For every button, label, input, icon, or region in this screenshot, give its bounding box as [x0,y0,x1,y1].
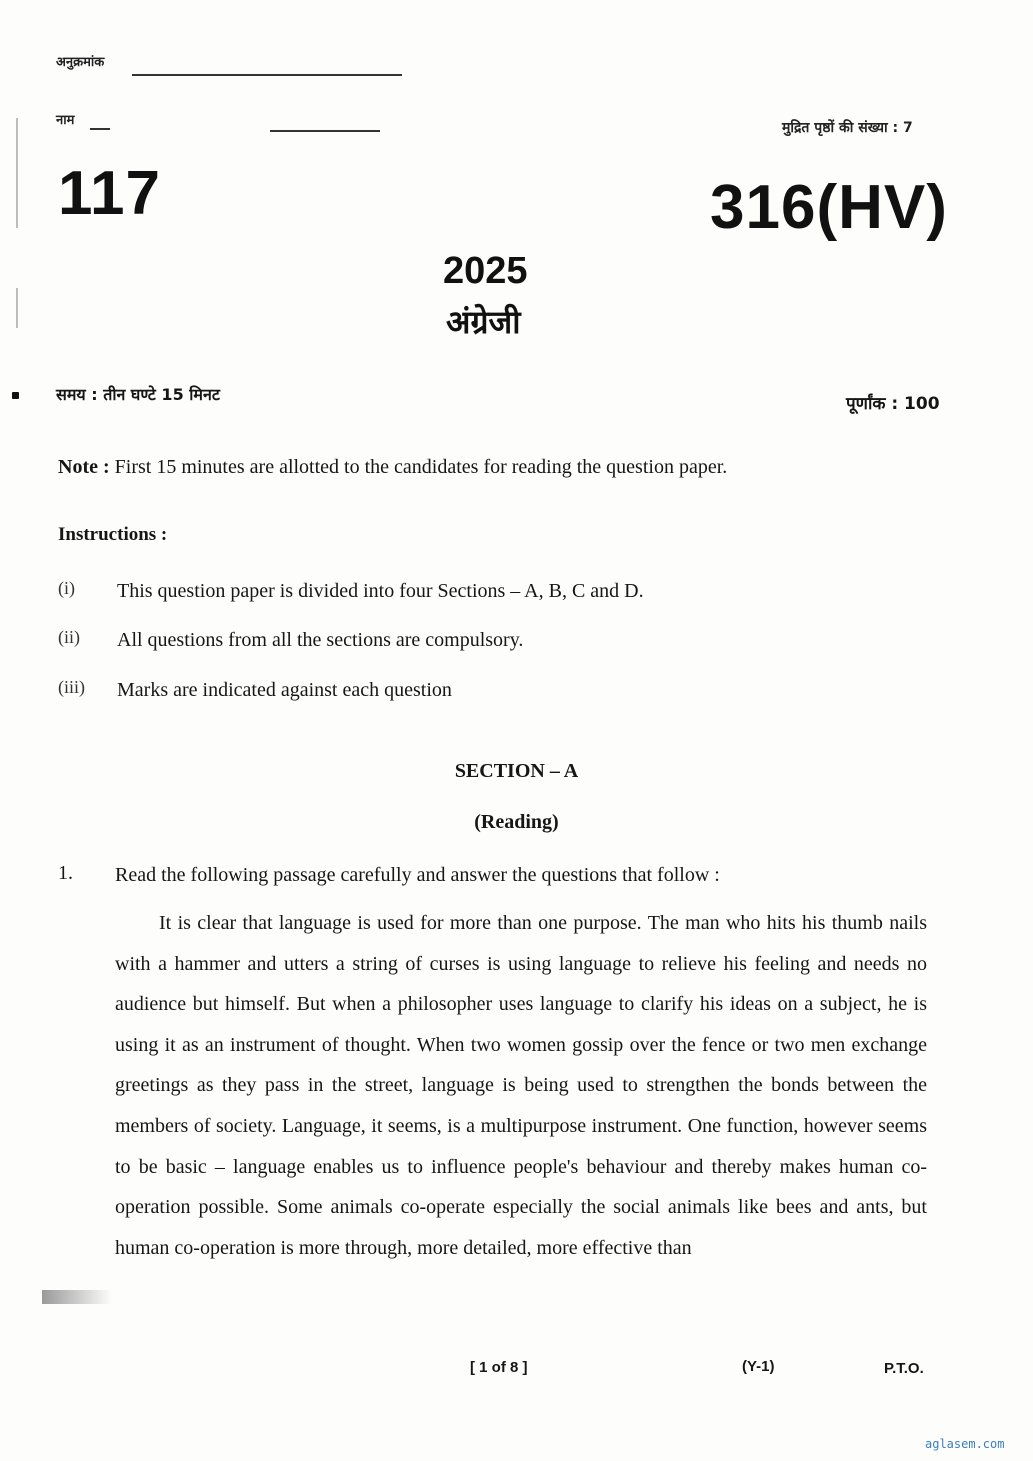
time-allowed: समय : तीन घण्टे 15 मिनट [56,385,220,404]
instruction-text: All questions from all the sections are compulsory. [117,629,524,651]
paper-code: 316(HV) [710,173,948,242]
scan-margin-mark [16,288,18,328]
instruction-text: Marks are indicated against each question [117,679,452,701]
page-indicator: [ 1 of 8 ] [470,1359,528,1376]
question-prompt: Read the following passage carefully and answer the questions that follow : [115,864,720,886]
printed-pages-count: मुद्रित पृष्ठों की संख्या : 7 [782,120,913,136]
instruction-number: (i) [58,578,75,598]
reading-passage [115,903,927,1268]
name-line-2 [270,130,380,132]
instruction-number: (ii) [58,627,80,647]
exam-year: 2025 [443,250,528,292]
paper-number: 117 [58,159,162,228]
max-marks: पूर्णांक : 100 [846,394,940,414]
instruction-number: (iii) [58,677,85,697]
question-number: 1. [58,862,73,884]
please-turn-over: P.T.O. [884,1360,924,1377]
scan-dot [12,392,19,399]
instructions-title: Instructions : [58,524,168,545]
note-label: Note : [58,456,110,478]
passage-text: It is clear that language is used for more than one purpose. The man who hits his thumb nails with a hammer and utters a string of curses is using language to relieve his feeling and needs no audience but himself. But when a philosopher uses language to clarify his ideas on a subject, he is using it as an instrument of thought. When two women gossip over the fence or two men exchange greetings as they pass in the street, language is being used to strengthen the bonds between the members of society. Language, it seems, is a multipurpose instrument. One function, however seems to be basic – language enables us to influence people's behaviour and thereby makes human co-operation possible. Some animals co-operate especially the social animals like bees and ants, but human co-operation is more through, more detailed, more effective than [115,912,927,1259]
roll-number-label: अनुक्रमांक [56,55,105,70]
watermark: aglasem.com [925,1437,1005,1451]
subject-title: अंग्रेजी [446,303,521,341]
paper-set: (Y-1) [742,1358,775,1375]
note-line [58,456,727,479]
name-line-1 [90,128,110,130]
note-text: First 15 minutes are allotted to the candidates for reading the question paper. [114,456,728,478]
instruction-text: This question paper is divided into four Sections – A, B, C and D. [117,580,644,602]
roll-number-line [132,74,402,76]
section-title: SECTION – A [454,760,579,782]
name-label: नाम [56,113,75,128]
scan-margin-mark [16,118,18,228]
scan-smudge [42,1290,112,1304]
section-subtitle: (Reading) [474,811,559,833]
